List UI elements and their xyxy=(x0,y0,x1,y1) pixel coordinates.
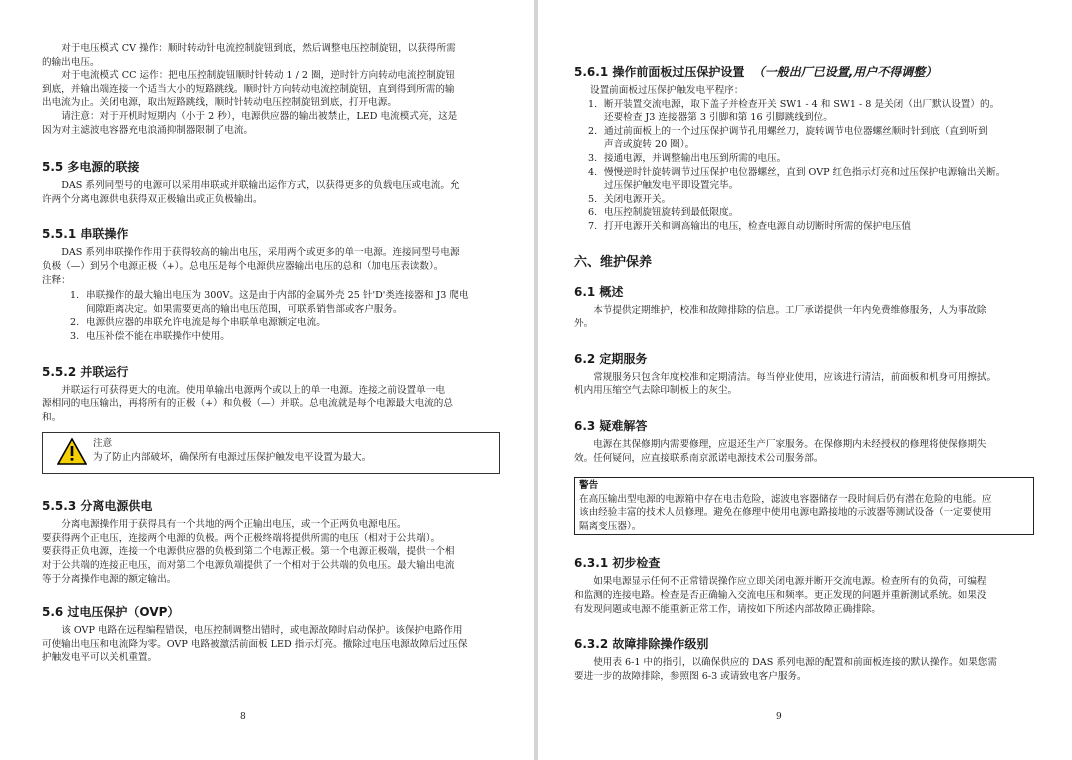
page-number: 8 xyxy=(240,712,246,722)
section-heading-5-6-1: 5.6.1 操作前面板过压保护设置 （一般出厂已设置,用户不得调整） xyxy=(574,65,938,79)
right-page xyxy=(538,0,1072,760)
caution-title: 注意 xyxy=(93,438,113,450)
warning-title: 警告 xyxy=(579,480,599,492)
paragraph: 分离电源操作用于获得具有一个共地的两个正输出电压，或一个正两负电源电压。 要获得两个正电压，连接两个电源的负极。两个正极终端将提供所需的电压（相对于公共端）。 要获得正负电源，连接一个电源供应器的负极到第二个电源正极。第一个电源正极端，提供一个相 对于公共端的连接正电压，而对第二个电源负端提供了一个相对于公共端的负电压。最大输出电流 等于分离操作电源的额定输出。 xyxy=(42,519,455,585)
ovp-procedure-list xyxy=(588,98,1034,234)
paragraph: 使用表 6-1 中的指引，以确保供应的 DAS 系列电源的配置和前面板连接的默认操作。如果您需 要进一步的故障排除，参照图 6-3 或请致电客户服务。 xyxy=(574,657,997,682)
notes-list xyxy=(70,289,500,343)
section-heading-6-1: 6.1 概述 xyxy=(574,284,624,299)
caution-body: 为了防止内部破坏，确保所有电源过压保护触发电平设置为最大。 xyxy=(93,451,372,463)
paragraph: 并联运行可获得更大的电流。使用单输出电源两个或以上的单一电源。连接之前设置单一电 源相同的电压输出，再将所有的正极（+）和负极（—）并联。总电流就是每个电源最大电流的总 和。 xyxy=(42,384,453,423)
factory-set-note: （一般出厂已设置,用户不得调整） xyxy=(752,65,938,79)
paragraph: DAS 系列串联操作作用于获得较高的输出电压，采用两个或更多的单一电源。连接同型号电源 负极（—）到另个电源正极（+）。总电压是每个电源供应器输出电压的总和（加电压表读数）。 注释： xyxy=(42,247,460,286)
list-item: 1. 串联操作的最大输出电压为 300V。这是由于内部的金属外壳 25 针'D'类连接器和 J3 爬电 间隙距离决定。如果需要更高的输出电压范围，可联系销售部或客户服务。 xyxy=(70,290,469,315)
warning-triangle-icon xyxy=(57,438,87,465)
paragraph: 对于电压模式 CV 操作：顺时转动针电流控制旋钮到底，然后调整电压控制旋钮，以获得所需 的输出电压。 xyxy=(42,43,456,68)
paragraph: 该 OVP 电路在远程编程错误，电压控制调整出错时，或电源故障时启动保护。该保护电路作用 可使输出电压和电流降为零。OVP 电路被激活前面板 LED 指示灯亮。撤除过电压电源故障后过压保 护触发电平可以关机重置。 xyxy=(42,625,468,664)
section-heading-6-3: 6.3 疑难解答 xyxy=(574,418,648,433)
caution-text xyxy=(93,437,371,464)
caution-box xyxy=(42,432,500,474)
list-item: 1. 断开装置交流电源，取下盖子并检查开关 SW1 - 4 和 SW1 - 8 是关闭（出厂默认设置）的。 还要检查 J3 连接器第 3 引脚和第 16 引脚跳线到位。 xyxy=(588,98,1000,124)
section-heading-6-3-1: 6.3.1 初步检查 xyxy=(574,556,661,571)
list-item: 6. 电压控制旋钮旋转到最低限度。 xyxy=(588,207,739,219)
section-heading-6-3-2: 6.3.2 故障排除操作级别 xyxy=(574,637,709,652)
list-item: 5. 关闭电源开关。 xyxy=(588,193,672,205)
paragraph: DAS 系列同型号的电源可以采用串联或并联输出运作方式，以获得更多的负载电压或电流。允 许两个分离电源供电获得双正极输出或正负极输出。 xyxy=(42,180,460,205)
paragraph: 设置前面板过压保护触发电平程序： xyxy=(590,85,744,96)
warning-body: 在高压输出型电源的电源箱中存在电击危险，滤波电容器储存一段时间后仍有潜在危险的电能。应 该由经验丰富的技术人员修理。避免在修理中使用电源电路接地的示波器等测试设备（一定要使用 隔离变压器）。 xyxy=(579,493,992,532)
list-item: 4. 慢慢逆时针旋转调节过压保护电位器螺丝，直到 OVP 红色指示灯亮和过压保护电源输出关断。 过压保护触发电平即设置完毕。 xyxy=(588,166,1006,192)
warning-box xyxy=(574,477,1034,535)
paragraph: 请注意：对于开机时短期内（小于 2 秒），电源供应器的输出被禁止，LED 电流模式亮，这是 因为对主滤波电容器充电浪涌抑制器限制了电流。 xyxy=(42,110,458,136)
paragraph: 对于电流模式 CC 运作：把电压控制旋钮顺时针转动 1 / 2 圈，逆时针方向转动电流控制旋钮 到底，并输出端连接一个适当大小的短路跳线。顺时针方向转动电流控制旋钮，直到得到所需的输 出电流为止。关闭电源，取出短路跳线，顺时针转动电压控制旋钮到底，打开电源。 xyxy=(42,70,455,109)
paragraph: 电源在其保修期内需要修理，应退还生产厂家服务。在保修期内未经授权的修理将使保修期失 效。任何疑问，应直接联系南京派诺电源技术公司服务部。 xyxy=(574,438,987,464)
list-item: 2. 通过前面板上的一个过压保护调节孔用螺丝刀，旋转调节电位器螺丝顺时针到底（直到听到 声音或旋转 20 圈）。 xyxy=(588,125,988,151)
section-heading-5-5-3: 5.5.3 分离电源供电 xyxy=(42,499,153,514)
left-page xyxy=(0,0,534,760)
section-heading-5-5-2: 5.5.2 并联运行 xyxy=(42,364,129,379)
page-number: 9 xyxy=(776,712,782,722)
paragraph: 常规服务只包含年度校准和定期清洁。每当停业使用，应该进行清洁，前面板和机身可用擦拭。 机内用压缩空气去除印制板上的灰尘。 xyxy=(574,371,997,397)
paragraph: 本节提供定期维护，校准和故障排除的信息。工厂承诺提供一年内免费维修服务，人为事故除 外。 xyxy=(574,304,987,330)
list-item: 2. 电源供应器的串联允许电流是每个串联单电源额定电流。 xyxy=(70,317,326,329)
section-heading-5-6: 5.6 过电压保护（OVP） xyxy=(42,605,180,620)
section-heading-5-5: 5.5 多电源的联接 xyxy=(42,160,140,175)
list-item: 7. 打开电源开关和调高输出的电压，检查电源自动切断时所需的保护电压值 xyxy=(588,220,911,232)
list-item: 3. 电压补偿不能在串联操作中使用。 xyxy=(70,330,230,342)
paragraph: 如果电源显示任何不正常错误操作应立即关闭电源并断开交流电源。检查所有的负荷，可编程 和监测的连接电路。检查是否正确输入交流电压和频率。更正发现的问题并重新测试系统。如果没 有发现问题或电源不能重新正常工作，请按如下所述内部故障正确排除。 xyxy=(574,576,987,615)
chapter-heading-6: 六、维护保养 xyxy=(574,254,653,270)
section-heading-5-5-1: 5.5.1 串联操作 xyxy=(42,227,129,242)
section-heading-6-2: 6.2 定期服务 xyxy=(574,351,648,366)
list-item: 3. 接通电源，并调整输出电压到所需的电压。 xyxy=(588,152,787,164)
